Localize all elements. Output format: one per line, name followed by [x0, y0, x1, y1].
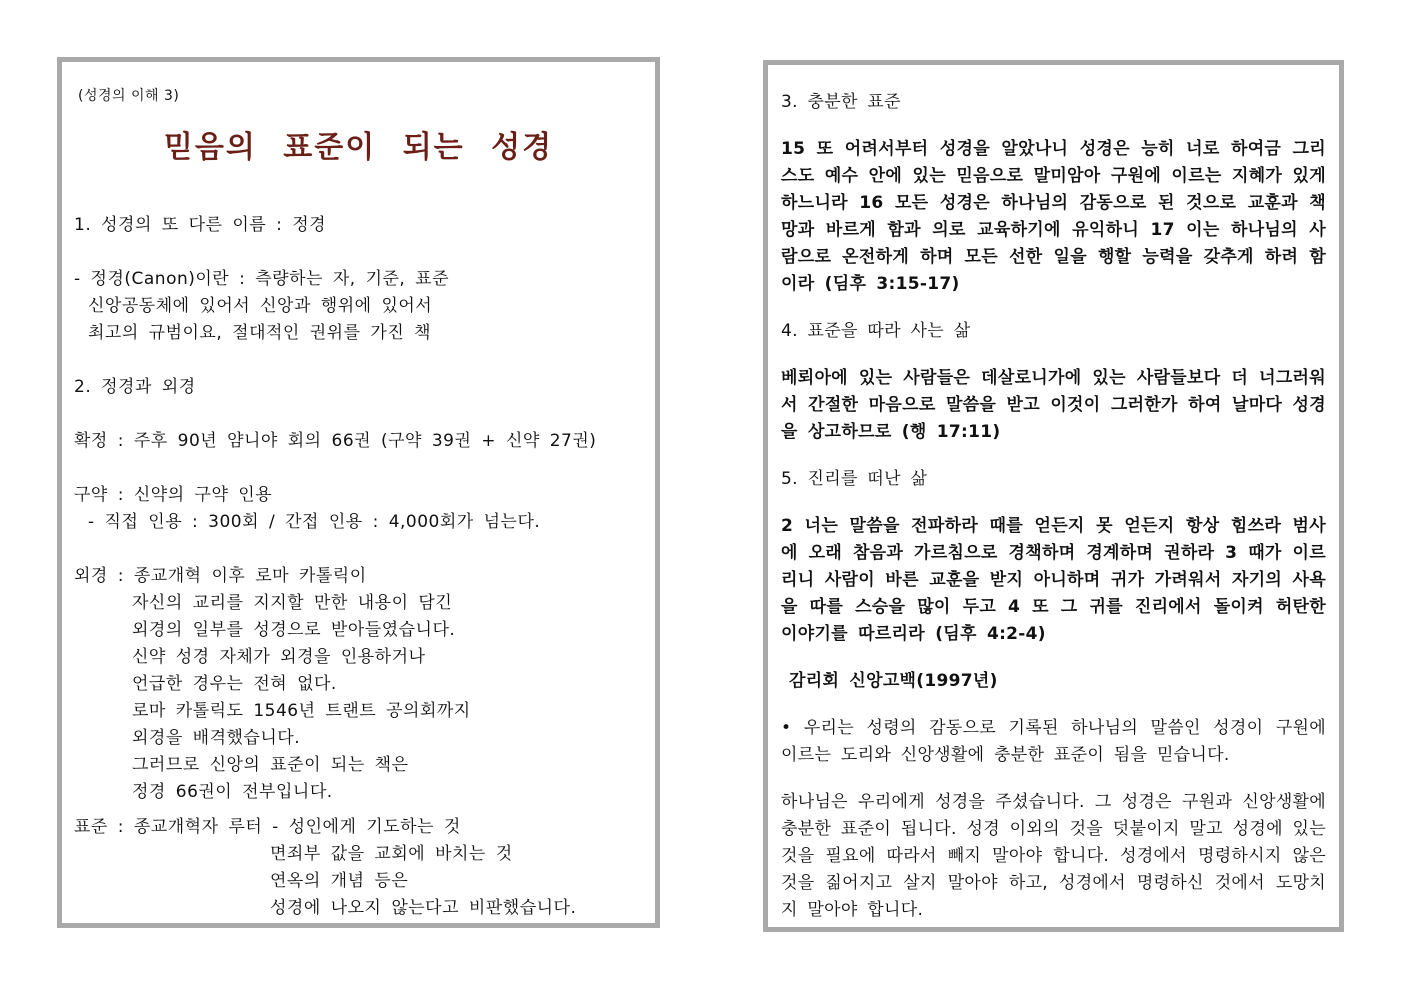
- text-line: 연옥의 개념 등은: [270, 871, 409, 891]
- page-note: (성경의 이해 3): [78, 88, 180, 104]
- text-line: 외경의 일부를 성경으로 받아들였습니다.: [132, 620, 456, 640]
- text-line: 외경 : 종교개혁 이후 로마 카톨릭이: [74, 566, 367, 586]
- text-line: 외경을 배격했습니다.: [132, 728, 301, 748]
- section-heading: 4. 표준을 따라 사는 삶: [781, 321, 971, 341]
- text-line: 그러므로 신앙의 표준이 되는 책은: [132, 755, 409, 775]
- right-page-body: [781, 89, 1326, 924]
- text-line: 언급한 경우는 전혀 없다.: [132, 674, 337, 694]
- paragraph: 베뢰아에 있는 사람들은 데살로니가에 있는 사람들보다 더 너그러워서 간절한 마음으로 말씀을 받고 이것이 그러한가 하여 날마다 성경을 상고하므로 (행 17:11): [781, 368, 1326, 442]
- paragraph: 하나님은 우리에게 성경을 주셨습니다. 그 성경은 구원과 신앙생활에 충분한 표준이 됩니다. 성경 이외의 것을 덧붙이지 말고 성경에 있는 것을 필요에 따라서 빼지 말아야 합니다. 성경에서 명령하시지 않은 것을 짊어지고 살지 말아야 하고, 성경에서 명령하신 것에서 도망치지 말아야 합니다.: [781, 792, 1326, 920]
- text-line: 확정 : 주후 90년 얌니야 회의 66권 (구약 39권 + 신약 27권): [74, 431, 597, 451]
- text-line: 최고의 규범이요, 절대적인 권위를 가진 책: [88, 323, 432, 343]
- text-line: 면죄부 값을 교회에 바치는 것: [270, 844, 513, 864]
- document-title: 믿음의 표준이 되는 성경: [163, 130, 554, 165]
- paragraph: • 우리는 성령의 감동으로 기록된 하나님의 말씀인 성경이 구원에 이르는 도리와 신앙생활에 충분한 표준이 됨을 믿습니다.: [781, 718, 1326, 765]
- left-page-body: [74, 212, 643, 922]
- text-line: 표준 : 종교개혁자 루터 - 성인에게 기도하는 것: [74, 817, 461, 837]
- text-line: 신앙공동체에 있어서 신앙과 행위에 있어서: [88, 296, 433, 316]
- text-line: - 직접 인용 : 300회 / 간접 인용 : 4,000회가 넘는다.: [88, 512, 541, 532]
- text-line: 로마 카톨릭도 1546년 트랜트 공의회까지: [132, 701, 471, 721]
- section-heading: 3. 충분한 표준: [781, 92, 901, 112]
- text-line: 정경 66권이 전부입니다.: [132, 782, 333, 802]
- text-line: 구약 : 신약의 구약 인용: [74, 485, 273, 505]
- text-line: 성경에 나오지 않는다고 비판했습니다.: [270, 898, 577, 918]
- left-page: [57, 57, 660, 928]
- right-page: [763, 60, 1344, 932]
- paragraph: 15 또 어려서부터 성경을 알았나니 성경은 능히 너로 하여금 그리스도 예수 안에 있는 믿음으로 말미암아 구원에 이르는 지혜가 있게 하느니라 16 모든 성경은 하나님의 감동으로 된 것으로 교훈과 책망과 바르게 함과 의로 교육하기에 유익하니 17 이는 하나님의 사람으로 온전하게 하며 모든 선한 일을 행할 능력을 갖추게 하려 함이라 (딤후 3:15-17): [781, 139, 1326, 294]
- text-line: - 정경(Canon)이란 : 측량하는 자, 기준, 표준: [74, 269, 450, 289]
- text-line: 신약 성경 자체가 외경을 인용하거나: [132, 647, 426, 667]
- text-line: 2. 정경과 외경: [74, 377, 196, 397]
- subsection-heading: 감리회 신앙고백(1997년): [789, 671, 998, 691]
- text-line: 1. 성경의 또 다른 이름 : 정경: [74, 215, 327, 235]
- section-heading: 5. 진리를 떠난 삶: [781, 469, 928, 489]
- text-line: 자신의 교리를 지지할 만한 내용이 담긴: [132, 593, 453, 613]
- paragraph: 2 너는 말씀을 전파하라 때를 얻든지 못 얻든지 항상 힘쓰라 범사에 오래 참음과 가르침으로 경책하며 경계하며 권하라 3 때가 이르리니 사람이 바른 교훈을 받지 아니하며 귀가 가려워서 자기의 사욕을 따를 스승을 많이 두고 4 또 그 귀를 진리에서 돌이켜 허탄한 이야기를 따르리라 (딤후 4:2-4): [781, 516, 1326, 644]
